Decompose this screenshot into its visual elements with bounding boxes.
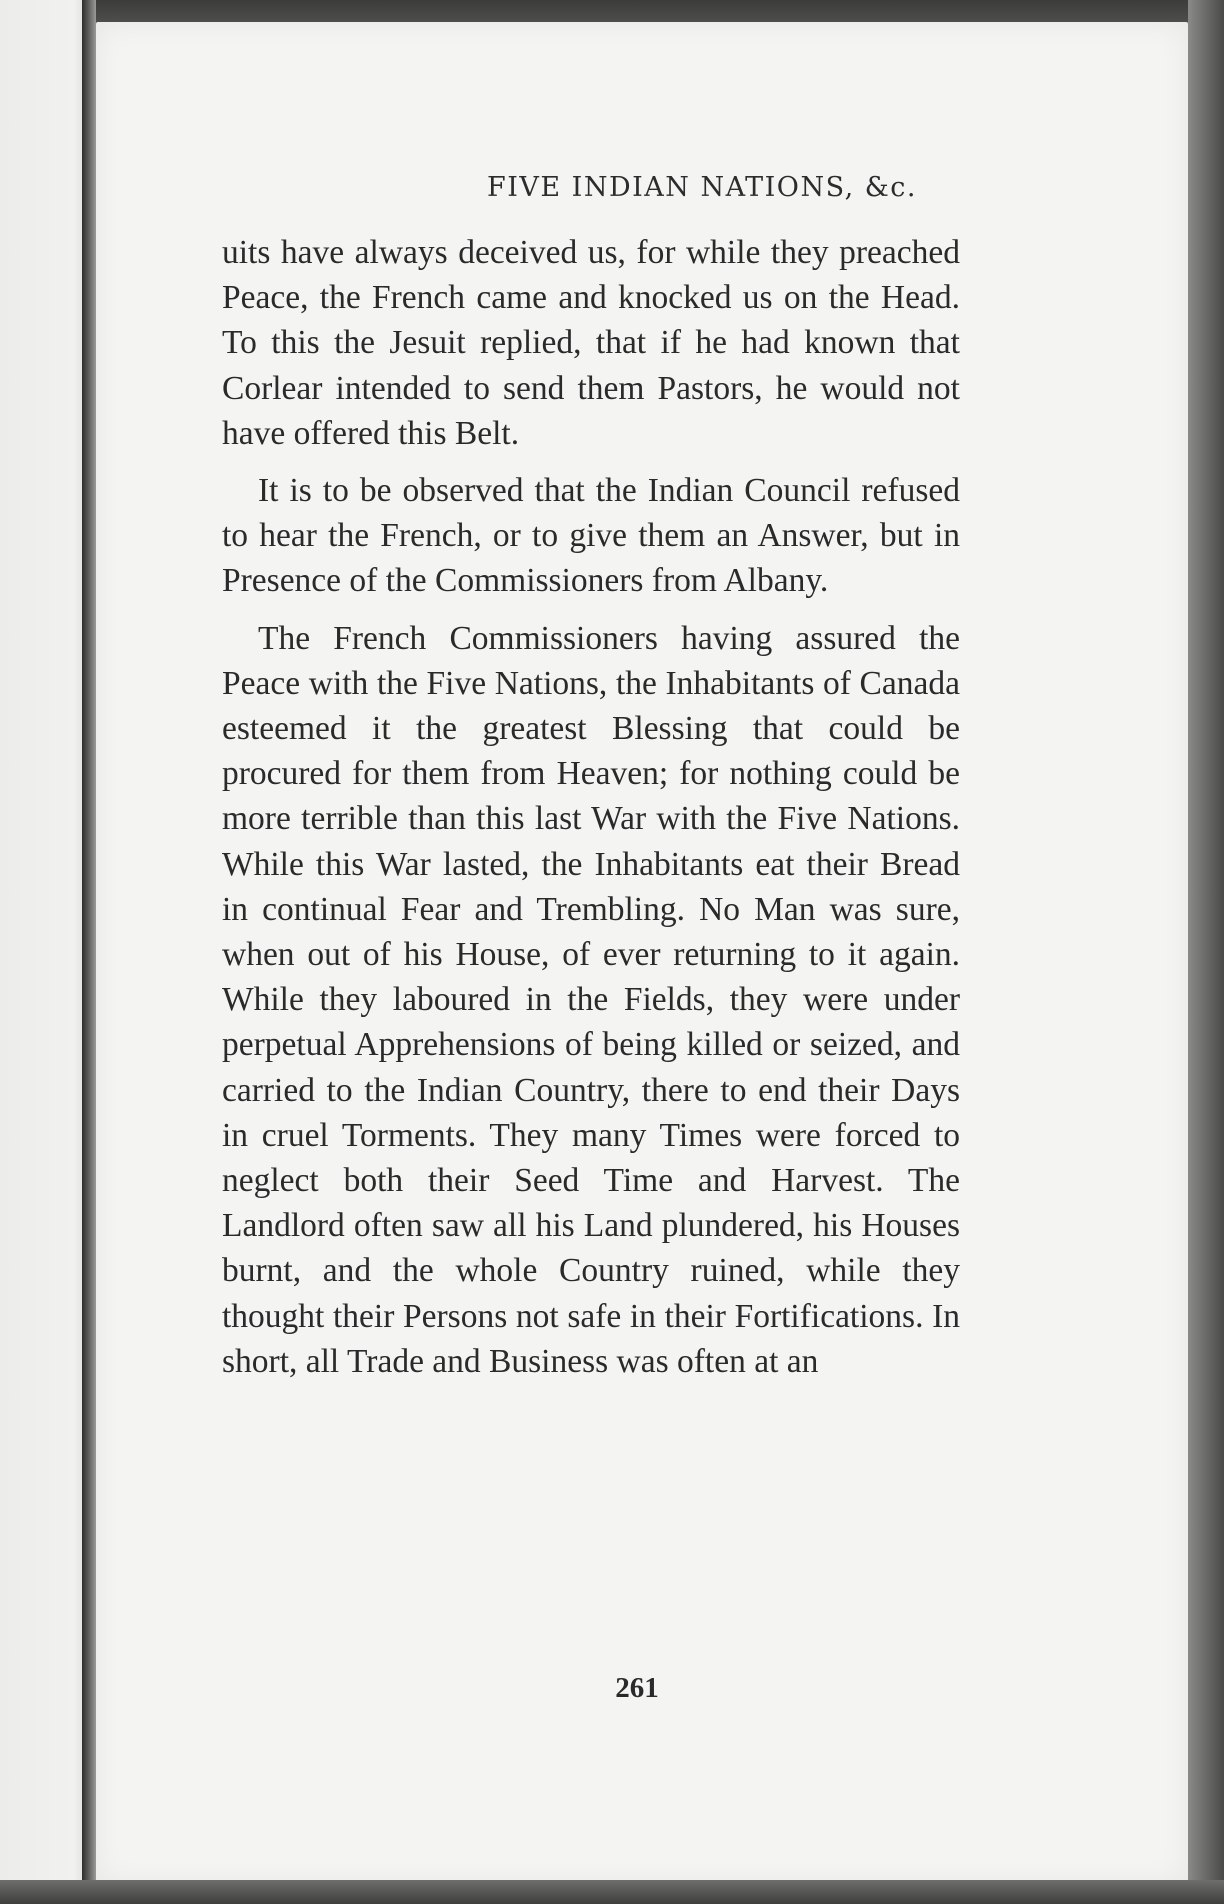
running-head: FIVE INDIAN NATIONS, &c.: [486, 172, 918, 203]
page-body: [222, 230, 960, 1384]
paragraph: The French Commissioners having assured the Peace with the Five Nations, the Inhabitants of Canada esteemed it the greatest Blessing that could be procured for them from Heaven; for nothing could be more terrible than this last War with the Five Nations. While this War lasted, the Inhabitants eat their Bread in continual Fear and Trembling. No Man was sure, when out of his House, of ever returning to it again. While they laboured in the Fields, they were under perpetual Apprehensions of being killed or seized, and carried to the Indian Country, there to end their Days in cruel Torments. They many Times were forced to neglect both their Seed Time and Harvest. The Landlord often saw all his Land plundered, his Houses burnt, and the whole Country ruined, while they thought their Persons not safe in their Fortifications. In short, all Trade and Business was often at an: [222, 619, 960, 1380]
facing-page-edge: [0, 0, 92, 1904]
paragraph-continued: uits have always deceived us, for while they preached Peace, the French came and knocked us on the Head. To this the Jesuit replied, that if he had known that Corlear intended to send them Pastors, he would not have offered this Belt.: [222, 234, 960, 452]
scan-right-edge: [1188, 0, 1224, 1904]
paragraph: It is to be observed that the Indian Council refused to hear the French, or to give them an Answer, but in Presence of the Commissioners from Albany.: [222, 472, 960, 600]
book-gutter: [82, 0, 96, 1904]
page-number: 261: [615, 1672, 659, 1704]
scan-bottom-edge: [0, 1880, 1224, 1904]
